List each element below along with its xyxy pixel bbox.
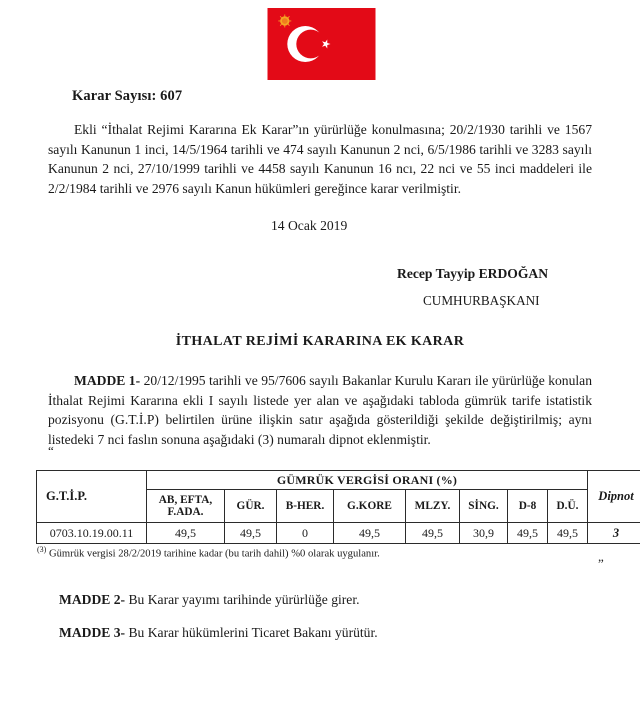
signatory-title: CUMHURBAŞKANI — [423, 293, 540, 308]
karar-sayisi-label: Karar Sayısı: 607 — [72, 88, 183, 104]
cell-gtip: 0703.10.19.00.11 — [37, 523, 147, 544]
cell-b-her: 0 — [277, 523, 334, 544]
col-header-dipnot: Dipnot — [588, 471, 640, 523]
crescent-inner-circle — [296, 30, 325, 59]
table-row — [37, 523, 640, 544]
footnote-text: Gümrük vergisi 28/2/2019 tarihine kadar (bu tarih dahil) %0 olarak uygulanır. — [46, 548, 380, 560]
cell-dipnot: 3 — [588, 523, 640, 544]
cell-du: 49,5 — [548, 523, 588, 544]
cell-ab-efta-fada: 49,5 — [147, 523, 225, 544]
turkish-flag — [265, 8, 378, 80]
madde-3-label: MADDE 3- — [59, 625, 126, 640]
decision-date: 14 Ocak 2019 — [271, 218, 348, 233]
table-body — [37, 523, 640, 544]
sun-artifact — [278, 14, 291, 27]
col-header-ab-efta-fada: AB, EFTA, F.ADA. — [147, 490, 225, 523]
customs-duty-table — [36, 470, 640, 544]
madde-3-paragraph — [59, 623, 579, 643]
table-head — [37, 471, 640, 523]
madde-3-text: Bu Karar hükümlerini Ticaret Bakanı yürütür. — [125, 625, 378, 640]
col-header-group-customs-rate: GÜMRÜK VERGİSİ ORANI (%) — [147, 471, 588, 490]
col-header-d8: D-8 — [508, 490, 548, 523]
preamble-paragraph: Ekli “İthalat Rejimi Kararına Ek Karar”ın yürürlüğe konulmasına; 20/2/1930 tarihli ve 1567 sayılı Kanunun 1 inci, 14/5/1964 tarihli ve 474 sayılı Kanunun 2 nci, 6/5/1986 tarihli ve 3283 sayılı Kanunun 2 nci, 27/10/1999 tarihli ve 4458 sayılı Kanunun 16 ncı, 22 nci ve 55 inci maddeleri ile 2/2/1984 tarihli ve 2976 sayılı Kanun hükümleri gereğince karar verilmiştir. — [48, 122, 592, 196]
madde-1-paragraph — [48, 371, 592, 449]
col-header-gtip: G.T.İ.P. — [37, 471, 147, 523]
table-header-row-1 — [37, 471, 640, 490]
col-header-du: D.Ü. — [548, 490, 588, 523]
col-header-gur: GÜR. — [225, 490, 277, 523]
col-header-g-kore: G.KORE — [334, 490, 406, 523]
madde-2-text: Bu Karar yayımı tarihinde yürürlüğe girer. — [125, 592, 360, 607]
table-footnote — [37, 543, 380, 561]
madde-2-label: MADDE 2- — [59, 592, 126, 607]
page-title: İTHALAT REJİMİ KARARINA EK KARAR — [175, 334, 465, 349]
quote-open-mark: “ — [48, 443, 54, 458]
signatory-name: Recep Tayyip ERDOĞAN — [397, 266, 549, 281]
col-header-mlzy: MLZY. — [406, 490, 460, 523]
madde-2-paragraph — [59, 590, 579, 610]
col-header-b-her: B-HER. — [277, 490, 334, 523]
gtip-table-wrapper — [36, 470, 634, 544]
turkish-flag-svg — [265, 8, 378, 80]
madde-1-label: MADDE 1- — [74, 373, 141, 388]
cell-g-kore: 49,5 — [334, 523, 406, 544]
quote-close-mark: ” — [598, 556, 604, 571]
col-header-sing: SİNG. — [460, 490, 508, 523]
cell-gur: 49,5 — [225, 523, 277, 544]
cell-d8: 49,5 — [508, 523, 548, 544]
cell-sing: 30,9 — [460, 523, 508, 544]
cell-mlzy: 49,5 — [406, 523, 460, 544]
footnote-marker: (3) — [37, 545, 47, 554]
madde-1-text: 20/12/1995 tarihli ve 95/7606 sayılı Bakanlar Kurulu Kararı ile yürürlüğe konulan İthalat Rejimi Kararına ekli I sayılı listede yer alan ve aşağıdaki tabloda gümrük tarife istatistik pozisyonu (G.T.İ.P) belirtilen ürüne ilişkin satır aşağıda gösterildiği şekilde değiştirilmiş; aynı listedeki 7 nci faslın sonuna aşağıdaki (3) numaralı dipnot eklenmiştir. — [48, 373, 592, 447]
